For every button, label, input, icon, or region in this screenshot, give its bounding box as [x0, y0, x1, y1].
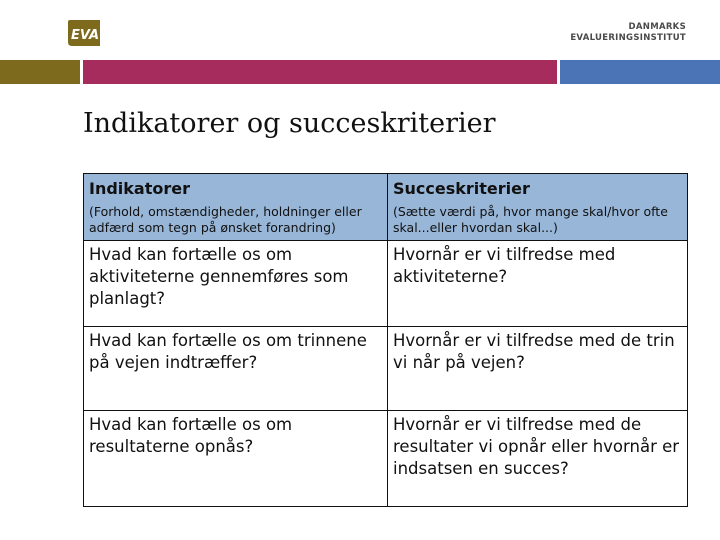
header-subtitle: (Sætte værdi på, hvor mange skal/hvor ofte skal...eller hvordan skal...)	[393, 204, 668, 235]
kriterie-cell: Hvornår er vi tilfredse med de resultater vi opnår eller hvornår er indsatsen en succes?	[388, 411, 688, 507]
header-cell-indikatorer	[84, 174, 388, 241]
eva-logo-text: EVA	[70, 28, 100, 43]
header-title: Indikatorer	[89, 179, 190, 198]
stripe-magenta	[83, 60, 557, 84]
kriterie-cell: Hvornår er vi tilfredse med de trin vi når på vejen?	[388, 327, 688, 411]
org-name-line2: EVALUERINGSINSTITUT	[570, 33, 686, 43]
header-subtitle: (Forhold, omstændigheder, holdninger eller adfærd som tegn på ønsket forandring)	[89, 204, 362, 235]
table-header-row	[84, 174, 688, 241]
header-cell-succeskriterier	[388, 174, 688, 241]
header-title: Succeskriterier	[393, 179, 530, 198]
table-row	[84, 327, 688, 411]
header-stripes	[0, 60, 720, 84]
org-name-line1: DANMARKS	[628, 22, 686, 32]
indikator-cell: Hvad kan fortælle os om resultaterne opnås?	[84, 411, 388, 507]
kriterie-cell: Hvornår er vi tilfredse med aktiviteterne?	[388, 241, 688, 327]
slide-title: Indikatorer og succeskriterier	[83, 108, 496, 139]
indikator-cell: Hvad kan fortælle os om aktiviteterne gennemføres som planlagt?	[84, 241, 388, 327]
org-name	[570, 22, 686, 44]
table-row	[84, 411, 688, 507]
table-row	[84, 241, 688, 327]
eva-logo	[66, 18, 104, 48]
stripe-blue	[560, 60, 720, 84]
stripe-olive	[0, 60, 80, 84]
indikator-cell: Hvad kan fortælle os om trinnene på vejen indtræffer?	[84, 327, 388, 411]
criteria-table	[83, 173, 688, 507]
